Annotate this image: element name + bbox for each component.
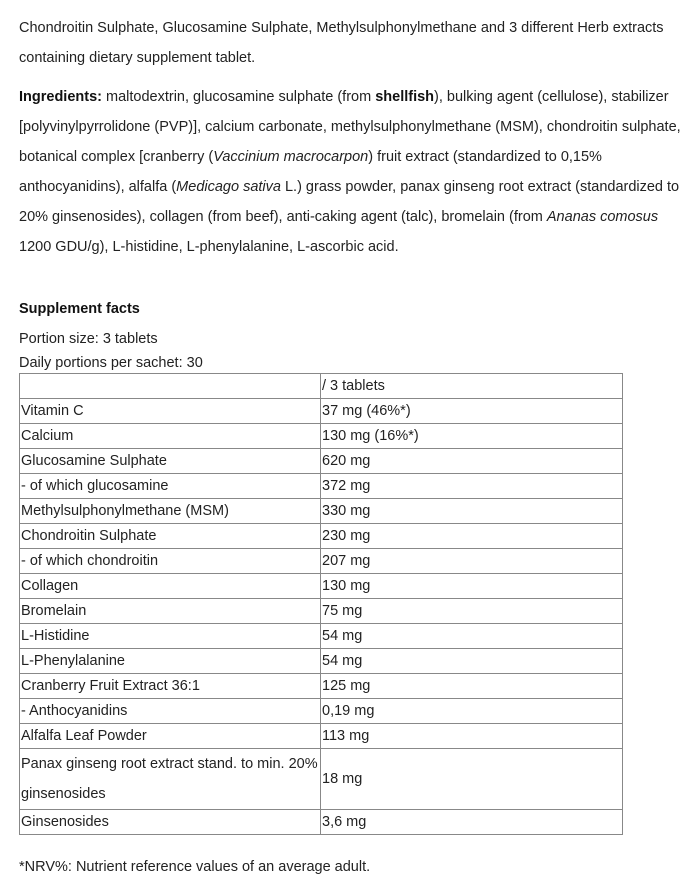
nutrient-amount: 0,19 mg	[321, 699, 623, 724]
header-cell	[20, 374, 321, 399]
supplement-facts-table	[19, 373, 623, 835]
nutrient-amount: 37 mg (46%*)	[321, 399, 623, 424]
nutrient-amount: 372 mg	[321, 474, 623, 499]
nutrient-amount: 3,6 mg	[321, 810, 623, 835]
table-row	[20, 399, 623, 424]
table-row	[20, 810, 623, 835]
nutrient-name: Collagen	[20, 574, 321, 599]
nutrient-name: L-Histidine	[20, 624, 321, 649]
nutrient-amount: 130 mg	[321, 574, 623, 599]
portion-size: Portion size: 3 tablets	[19, 331, 158, 347]
daily-portions: Daily portions per sachet: 30	[19, 355, 203, 371]
nutrient-name: Vitamin C	[20, 399, 321, 424]
product-description: Chondroitin Sulphate, Glucosamine Sulphate, Methylsulphonylmethane and 3 different Herb extracts containing dietary supplement tablet.	[19, 20, 664, 66]
nutrient-amount: 207 mg	[321, 549, 623, 574]
nutrient-name: - Anthocyanidins	[20, 699, 321, 724]
table-row	[20, 599, 623, 624]
latin-name: Ananas comosus	[546, 209, 659, 225]
nrv-footnote: *NRV%: Nutrient reference values of an average adult.	[19, 859, 371, 875]
supplement-facts-heading: Supplement facts	[19, 301, 140, 317]
nutrient-name: Cranberry Fruit Extract 36:1	[20, 674, 321, 699]
nutrient-name: Glucosamine Sulphate	[20, 449, 321, 474]
table-row	[20, 524, 623, 549]
ingredients-label: Ingredients:	[19, 89, 102, 105]
table-row	[20, 624, 623, 649]
latin-name: Vaccinium macrocarpon	[213, 149, 369, 165]
nutrient-amount: 330 mg	[321, 499, 623, 524]
table-row	[20, 549, 623, 574]
nutrient-name: Ginsenosides	[20, 810, 321, 835]
ingredients-text: L.) grass powder, panax ginseng root extract (standardized to 20% ginsenosides), collagen (from beef), anti-caking agent (talc), bromelain (from	[19, 179, 680, 225]
nutrient-amount: 18 mg	[321, 749, 623, 810]
nutrient-name: Chondroitin Sulphate	[20, 524, 321, 549]
allergen-shellfish: shellfish	[375, 89, 435, 105]
ingredients-text: 1200 GDU/g), L-histidine, L-phenylalanine, L-ascorbic acid.	[19, 239, 399, 255]
table-row	[20, 424, 623, 449]
table-row	[20, 724, 623, 749]
table-row	[20, 749, 623, 810]
nutrient-amount: 620 mg	[321, 449, 623, 474]
nutrient-name: L-Phenylalanine	[20, 649, 321, 674]
nutrient-name: - of which chondroitin	[20, 549, 321, 574]
table-row	[20, 674, 623, 699]
table-row	[20, 474, 623, 499]
latin-name: Medicago sativa	[176, 179, 281, 195]
ingredients-text: maltodextrin, glucosamine sulphate (from	[101, 89, 376, 105]
nutrient-amount: 54 mg	[321, 649, 623, 674]
ingredients-paragraph	[19, 82, 689, 262]
nutrient-name: Methylsulphonylmethane (MSM)	[20, 499, 321, 524]
nutrient-amount: 113 mg	[321, 724, 623, 749]
table-row	[20, 574, 623, 599]
ingredients-text: ) fruit extract (standardized to 0,15% anthocyanidins), alfalfa (	[19, 149, 602, 195]
ingredients-text: ), bulking agent (cellulose), stabilizer [polyvinylpyrrolidone (PVP)], calcium carbonate, methylsulphonylmethane (MSM), chondroitin sulphate, botanical complex [cranberry (	[19, 89, 681, 165]
table-header-row	[20, 374, 623, 399]
nutrient-name: Panax ginseng root extract stand. to min. 20% ginsenosides	[20, 749, 321, 810]
nutrient-amount: 75 mg	[321, 599, 623, 624]
table-row	[20, 499, 623, 524]
nutrient-amount: 230 mg	[321, 524, 623, 549]
nutrient-amount: 125 mg	[321, 674, 623, 699]
nutrient-name: Alfalfa Leaf Powder	[20, 724, 321, 749]
table-row	[20, 649, 623, 674]
nutrient-name: - of which glucosamine	[20, 474, 321, 499]
table-row	[20, 449, 623, 474]
nutrient-name: Bromelain	[20, 599, 321, 624]
nutrient-amount: 130 mg (16%*)	[321, 424, 623, 449]
nutrient-amount: 54 mg	[321, 624, 623, 649]
nutrient-name: Calcium	[20, 424, 321, 449]
header-cell: / 3 tablets	[321, 374, 623, 399]
table-row	[20, 699, 623, 724]
